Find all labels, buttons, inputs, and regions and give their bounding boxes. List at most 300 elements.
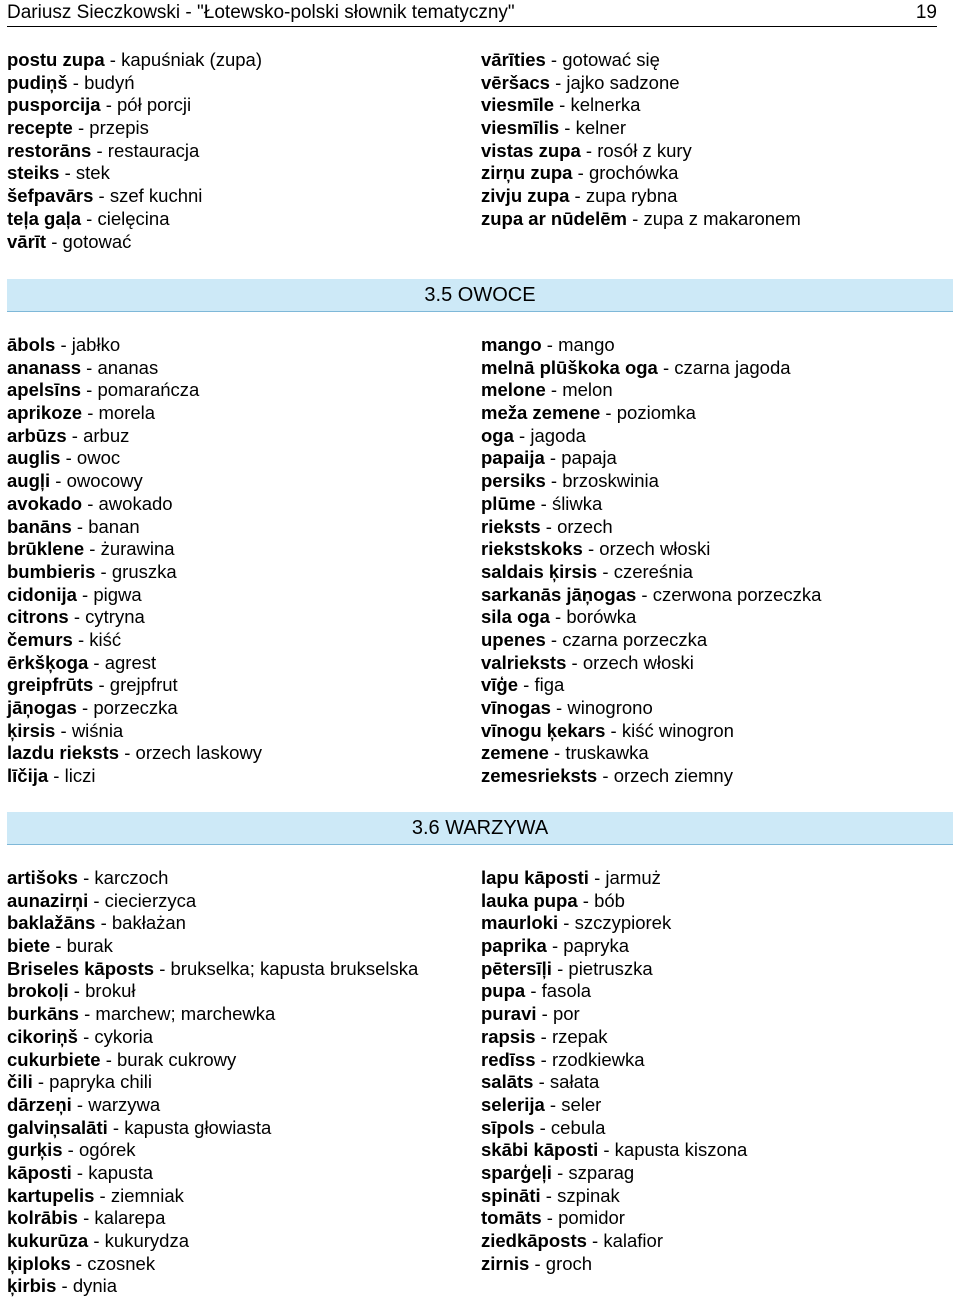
section-heading-owoce: 3.5 OWOCE <box>7 279 953 312</box>
page-number: 19 <box>915 2 937 23</box>
page-header <box>7 0 937 27</box>
dictionary-entry <box>7 516 262 539</box>
dictionary-entry <box>7 117 262 140</box>
dictionary-entry <box>7 470 262 493</box>
polish-translation: restauracja <box>107 139 200 161</box>
polish-translation: kiść winogron <box>621 719 734 741</box>
latvian-term: gurķis <box>7 1139 63 1161</box>
entry-separator: - <box>76 583 94 605</box>
latvian-term: restorāns <box>7 139 92 161</box>
dictionary-entry <box>7 697 262 720</box>
latvian-term: vārīties <box>481 49 546 70</box>
latvian-term: ananass <box>7 356 82 378</box>
entry-separator: - <box>535 1025 552 1047</box>
polish-translation: pietruszka <box>568 957 653 979</box>
section-heading-warzywa: 3.6 WARZYWA <box>7 812 953 845</box>
polish-translation: gotować się <box>562 49 660 70</box>
latvian-term: čili <box>7 1071 33 1093</box>
dictionary-entry <box>481 1185 747 1208</box>
latvian-term: puravi <box>481 1003 537 1025</box>
polish-translation: groch <box>545 1252 593 1274</box>
dictionary-entry <box>7 379 262 402</box>
entry-separator: - <box>540 515 558 537</box>
polish-translation: jajko sadzone <box>566 71 680 93</box>
latvian-term: kukurūza <box>7 1230 89 1251</box>
latvian-term: paprika <box>481 935 547 957</box>
polish-translation: por <box>552 1003 580 1025</box>
entry-separator: - <box>513 424 531 446</box>
polish-translation: orzech laskowy <box>135 742 262 764</box>
dictionary-entry <box>481 334 821 357</box>
polish-translation: porzeczka <box>93 697 178 718</box>
dictionary-entry <box>481 606 821 629</box>
entry-separator: - <box>60 447 77 469</box>
latvian-term: plūme <box>481 492 536 514</box>
dictionary-entry <box>481 1207 747 1230</box>
entry-separator: - <box>551 957 569 979</box>
polish-translation: bób <box>594 889 625 911</box>
dictionary-entry <box>481 94 801 117</box>
dictionary-entry <box>481 470 821 493</box>
latvian-term: saldais ķirsis <box>481 560 598 582</box>
dictionary-entry <box>7 890 418 913</box>
entry-separator: - <box>100 1048 118 1070</box>
dictionary-entry <box>7 935 418 958</box>
polish-translation: ogórek <box>78 1139 136 1161</box>
latvian-term: arbūzs <box>7 424 67 446</box>
polish-translation: marchew; marchewka <box>95 1003 276 1025</box>
latvian-term: biete <box>7 935 51 957</box>
dictionary-entry <box>7 1275 418 1298</box>
dictionary-entry <box>7 958 418 981</box>
entry-separator: - <box>50 935 67 957</box>
latvian-term: sila oga <box>481 606 550 628</box>
top-right-column <box>481 49 801 231</box>
polish-translation: papryka <box>563 935 630 957</box>
entry-separator: - <box>657 356 675 378</box>
polish-translation: brzoskwinia <box>562 470 659 492</box>
entry-separator: - <box>82 492 99 514</box>
polish-translation: szpinak <box>557 1184 620 1206</box>
entry-separator: - <box>541 334 559 355</box>
polish-translation: kiść <box>89 628 122 650</box>
polish-translation: bakłażan <box>111 912 186 934</box>
latvian-term: kartupelis <box>7 1184 95 1206</box>
latvian-term: greipfrūts <box>7 674 94 696</box>
dictionary-entry <box>7 912 418 935</box>
latvian-term: teļa gaļa <box>7 207 82 229</box>
latvian-term: cikoriņš <box>7 1025 78 1047</box>
latvian-term: viesmīle <box>481 94 555 116</box>
latvian-term: pētersīļi <box>481 957 552 979</box>
latvian-term: vīnogu ķekars <box>481 719 606 741</box>
dictionary-entry <box>7 674 262 697</box>
polish-translation: papaja <box>561 447 617 469</box>
dictionary-entry <box>7 185 262 208</box>
latvian-term: vistas zupa <box>481 139 581 161</box>
entry-separator: - <box>549 71 567 93</box>
polish-translation: pomidor <box>558 1207 625 1229</box>
polish-translation: burak <box>66 935 113 957</box>
entry-separator: - <box>600 402 617 424</box>
entry-separator: - <box>81 207 98 229</box>
entry-separator: - <box>550 697 568 718</box>
latvian-term: sarkanās jāņogas <box>481 583 637 605</box>
latvian-term: burkāns <box>7 1003 79 1025</box>
dictionary-entry <box>481 867 747 890</box>
dictionary-entry <box>481 1117 747 1140</box>
latvian-term: šefpavārs <box>7 185 94 207</box>
polish-translation: kapusta <box>88 1161 154 1183</box>
polish-translation: borówka <box>566 606 637 628</box>
polish-translation: brukselka; kapusta brukselska <box>170 957 419 979</box>
polish-translation: karczoch <box>94 867 169 888</box>
latvian-term: lapu kāposti <box>481 867 589 888</box>
dictionary-entry <box>481 720 821 743</box>
entry-separator: - <box>104 49 122 70</box>
latvian-term: postu zupa <box>7 49 105 70</box>
polish-translation: papryka chili <box>49 1071 152 1093</box>
veg-left-column <box>7 867 418 1298</box>
dictionary-entry <box>7 1162 418 1185</box>
latvian-term: vēršacs <box>481 71 550 93</box>
latvian-term: recepte <box>7 117 73 139</box>
latvian-term: valrieksts <box>481 651 567 673</box>
polish-translation: brokuł <box>85 980 136 1002</box>
entry-separator: - <box>68 606 86 628</box>
latvian-term: melone <box>481 379 546 401</box>
dictionary-entry <box>7 1230 418 1253</box>
latvian-term: skābi kāposti <box>481 1139 599 1161</box>
dictionary-entry <box>7 765 262 788</box>
entry-separator: - <box>72 117 90 139</box>
latvian-term: persiks <box>481 470 546 492</box>
latvian-term: sparģeļi <box>481 1161 552 1183</box>
polish-translation: orzech <box>557 515 613 537</box>
latvian-term: ķiploks <box>7 1252 71 1274</box>
dictionary-entry <box>7 493 262 516</box>
latvian-term: viesmīlis <box>481 117 560 139</box>
entry-separator: - <box>119 742 136 764</box>
dictionary-entry <box>481 912 747 935</box>
dictionary-entry <box>7 584 262 607</box>
latvian-term: banāns <box>7 515 72 537</box>
entry-separator: - <box>545 379 563 401</box>
polish-translation: winogrono <box>567 697 653 718</box>
entry-separator: - <box>88 651 105 673</box>
latvian-term: mango <box>481 334 542 355</box>
entry-separator: - <box>586 1230 604 1251</box>
entry-separator: - <box>154 957 171 979</box>
polish-translation: grejpfrut <box>109 674 178 696</box>
polish-translation: kalarepa <box>94 1207 166 1229</box>
entry-separator: - <box>558 912 575 934</box>
polish-translation: zupa rybna <box>585 185 678 207</box>
latvian-term: zupa ar nūdelēm <box>481 207 627 229</box>
fruit-left-column <box>7 334 262 788</box>
latvian-term: baklažāns <box>7 912 96 934</box>
entry-separator: - <box>566 651 583 673</box>
dictionary-entry <box>481 402 821 425</box>
latvian-term: citrons <box>7 606 69 628</box>
dictionary-entry <box>481 447 821 470</box>
dictionary-entry <box>481 162 801 185</box>
entry-separator: - <box>540 1184 558 1206</box>
polish-translation: kapusta kiszona <box>614 1139 748 1161</box>
dictionary-entry <box>481 1139 747 1162</box>
entry-separator: - <box>48 765 65 787</box>
latvian-term: apelsīns <box>7 379 82 401</box>
polish-translation: kelner <box>575 117 627 139</box>
latvian-term: augļi <box>7 470 51 492</box>
latvian-term: brūklene <box>7 538 85 560</box>
entry-separator: - <box>88 1230 105 1251</box>
dictionary-entry <box>7 334 262 357</box>
dictionary-entry <box>7 1185 418 1208</box>
entry-separator: - <box>533 1071 550 1093</box>
latvian-term: galviņsalāti <box>7 1116 108 1138</box>
entry-separator: - <box>544 1093 562 1115</box>
entry-separator: - <box>93 674 110 696</box>
dictionary-entry <box>7 162 262 185</box>
polish-translation: morela <box>98 402 156 424</box>
dictionary-entry <box>7 652 262 675</box>
latvian-term: vīģe <box>481 674 519 696</box>
veg-right-column <box>481 867 747 1275</box>
dictionary-entry <box>481 140 801 163</box>
polish-translation: gotować <box>62 230 132 252</box>
latvian-term: līčija <box>7 765 49 787</box>
polish-translation: zupa z makaronem <box>643 207 801 229</box>
dictionary-entry <box>481 674 821 697</box>
dictionary-entry <box>7 561 262 584</box>
dictionary-entry <box>7 208 262 231</box>
fruit-right-column <box>481 334 821 788</box>
dictionary-entry <box>481 765 821 788</box>
entry-separator: - <box>549 606 567 628</box>
entry-separator: - <box>95 912 112 934</box>
polish-translation: awokado <box>98 492 173 514</box>
polish-translation: owoc <box>76 447 121 469</box>
entry-separator: - <box>597 560 614 582</box>
latvian-term: zirņu zupa <box>481 162 573 184</box>
entry-separator: - <box>100 94 118 116</box>
latvian-term: kāposti <box>7 1161 72 1183</box>
polish-translation: czarna porzeczka <box>562 628 708 650</box>
polish-translation: rzodkiewka <box>551 1048 645 1070</box>
polish-translation: dynia <box>72 1275 118 1297</box>
dictionary-entry <box>7 140 262 163</box>
latvian-term: cidonija <box>7 583 77 605</box>
entry-separator: - <box>66 424 84 446</box>
dictionary-entry <box>481 1026 747 1049</box>
latvian-term: upenes <box>481 628 546 650</box>
latvian-term: pupa <box>481 980 526 1002</box>
latvian-term: rapsis <box>481 1025 536 1047</box>
dictionary-entry <box>481 561 821 584</box>
dictionary-entry <box>481 208 801 231</box>
entry-separator: - <box>544 447 562 469</box>
latvian-term: dārzeņi <box>7 1093 72 1115</box>
polish-translation: mango <box>558 334 615 355</box>
entry-separator: - <box>545 628 563 650</box>
latvian-term: cukurbiete <box>7 1048 101 1070</box>
entry-separator: - <box>525 980 542 1002</box>
dictionary-entry <box>481 357 821 380</box>
dictionary-entry <box>7 1003 418 1026</box>
dictionary-entry <box>481 425 821 448</box>
latvian-term: papaija <box>481 447 545 469</box>
entry-separator: - <box>91 139 108 161</box>
dictionary-entry <box>481 185 801 208</box>
dictionary-entry <box>481 697 821 720</box>
entry-separator: - <box>56 1275 73 1297</box>
polish-translation: seler <box>561 1093 602 1115</box>
entry-separator: - <box>46 230 63 252</box>
polish-translation: jabłko <box>71 334 121 355</box>
polish-translation: budyń <box>84 71 135 93</box>
entry-separator: - <box>545 470 563 492</box>
polish-translation: czosnek <box>87 1252 156 1274</box>
polish-translation: ziemniak <box>110 1184 184 1206</box>
polish-translation: warzywa <box>88 1093 161 1115</box>
entry-separator: - <box>71 1161 89 1183</box>
entry-separator: - <box>535 1048 552 1070</box>
dictionary-entry <box>481 1162 747 1185</box>
dictionary-entry <box>7 1049 418 1072</box>
entry-separator: - <box>71 1093 89 1115</box>
polish-translation: czereśnia <box>613 560 693 582</box>
polish-translation: grochówka <box>588 162 679 184</box>
latvian-term: Briseles kāposts <box>7 957 155 979</box>
latvian-term: spināti <box>481 1184 541 1206</box>
polish-translation: żurawina <box>100 538 175 560</box>
polish-translation: kapusta głowiasta <box>124 1116 272 1138</box>
polish-translation: fasola <box>541 980 592 1002</box>
latvian-term: ērkšķoga <box>7 651 89 673</box>
polish-translation: rosół z kury <box>597 139 692 161</box>
entry-separator: - <box>95 560 112 582</box>
latvian-term: steiks <box>7 162 60 184</box>
document-title: Dariusz Sieczkowski - "Łotewsko-polski słownik tematyczny" <box>7 2 515 23</box>
dictionary-entry <box>7 447 262 470</box>
dictionary-entry <box>481 890 747 913</box>
dictionary-entry <box>481 980 747 1003</box>
latvian-term: vārīt <box>7 230 47 252</box>
dictionary-entry <box>7 742 262 765</box>
dictionary-entry <box>7 867 418 890</box>
latvian-term: vīnogas <box>481 697 551 718</box>
dictionary-entry <box>481 379 821 402</box>
latvian-term: selerija <box>481 1093 545 1115</box>
polish-translation: banan <box>88 515 140 537</box>
polish-translation: kelnerka <box>570 94 641 116</box>
latvian-term: auglis <box>7 447 61 469</box>
polish-translation: sałata <box>549 1071 600 1093</box>
latvian-term: avokado <box>7 492 83 514</box>
latvian-term: bumbieris <box>7 560 96 582</box>
entry-separator: - <box>93 185 110 207</box>
entry-separator: - <box>107 1116 125 1138</box>
latvian-term: lauka pupa <box>481 889 578 911</box>
dictionary-entry <box>481 629 821 652</box>
latvian-term: tomāts <box>481 1207 542 1229</box>
polish-translation: gruszka <box>111 560 177 582</box>
dictionary-entry <box>481 1253 747 1276</box>
polish-translation: kapuśniak (zupa) <box>121 49 262 70</box>
dictionary-entry <box>481 72 801 95</box>
dictionary-entry <box>481 1094 747 1117</box>
entry-separator: - <box>588 867 606 888</box>
latvian-term: jāņogas <box>7 697 77 718</box>
entry-separator: - <box>582 538 600 560</box>
polish-translation: rzepak <box>551 1025 608 1047</box>
entry-separator: - <box>554 94 571 116</box>
entry-separator: - <box>67 71 85 93</box>
polish-translation: orzech włoski <box>599 538 711 560</box>
polish-translation: burak cukrowy <box>117 1048 237 1070</box>
entry-separator: - <box>545 49 563 70</box>
entry-separator: - <box>518 674 535 696</box>
entry-separator: - <box>536 1003 553 1025</box>
polish-translation: szczypiorek <box>574 912 672 934</box>
latvian-term: ķirbis <box>7 1275 57 1297</box>
entry-separator: - <box>32 1071 50 1093</box>
entry-separator: - <box>535 492 552 514</box>
dictionary-entry <box>7 72 262 95</box>
dictionary-entry <box>481 1071 747 1094</box>
latvian-term: zemene <box>481 742 549 764</box>
entry-separator: - <box>597 765 614 787</box>
latvian-term: salāts <box>481 1071 534 1093</box>
dictionary-entry <box>7 1117 418 1140</box>
latvian-term: riekstskoks <box>481 538 583 560</box>
dictionary-entry <box>481 1003 747 1026</box>
top-left-column <box>7 49 262 253</box>
latvian-term: artišoks <box>7 867 78 888</box>
polish-translation: przepis <box>89 117 149 139</box>
polish-translation: wiśnia <box>71 719 124 741</box>
dictionary-entry <box>481 117 801 140</box>
latvian-term: oga <box>481 424 514 446</box>
polish-translation: cykoria <box>94 1025 154 1047</box>
entry-separator: - <box>68 980 86 1002</box>
entry-separator: - <box>81 356 98 378</box>
polish-translation: jagoda <box>530 424 586 446</box>
latvian-term: kolrābis <box>7 1207 78 1229</box>
latvian-term: brokoļi <box>7 980 69 1002</box>
polish-translation: arbuz <box>83 424 130 446</box>
dictionary-entry <box>7 538 262 561</box>
dictionary-entry <box>481 652 821 675</box>
polish-translation: kukurydza <box>104 1230 189 1251</box>
entry-separator: - <box>76 697 94 718</box>
dictionary-entry <box>7 629 262 652</box>
latvian-term: maurloki <box>481 912 559 934</box>
dictionary-entry <box>7 980 418 1003</box>
entry-separator: - <box>72 628 90 650</box>
latvian-term: meža zemene <box>481 402 601 424</box>
entry-separator: - <box>626 207 644 229</box>
polish-translation: kalafior <box>603 1230 663 1251</box>
entry-separator: - <box>529 1252 546 1274</box>
entry-separator: - <box>636 583 653 605</box>
entry-separator: - <box>94 1184 111 1206</box>
dictionary-entry <box>7 1071 418 1094</box>
polish-translation: ananas <box>97 356 159 378</box>
latvian-term: sīpols <box>481 1116 535 1138</box>
dictionary-entry <box>7 606 262 629</box>
